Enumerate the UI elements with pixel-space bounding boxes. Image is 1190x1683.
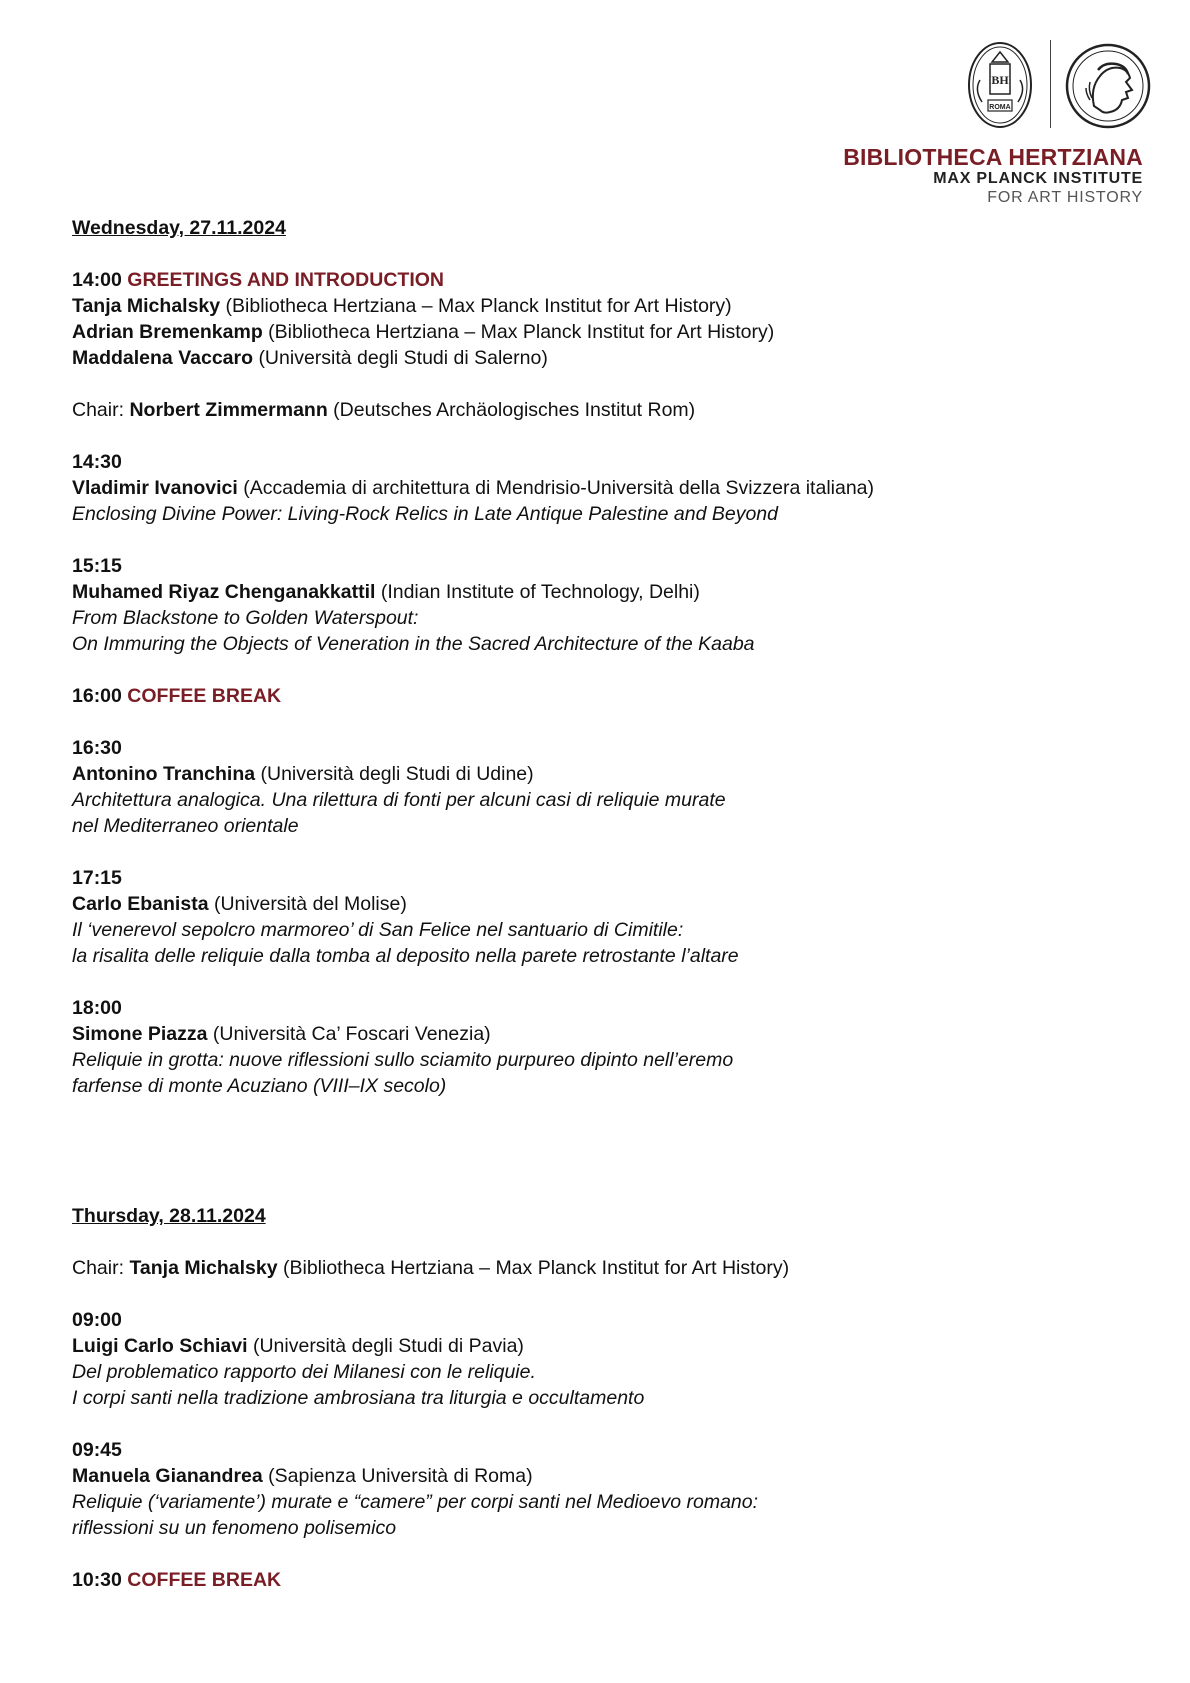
speaker-affiliation: (Università degli Studi di Pavia) <box>252 1335 524 1357</box>
speaker-line <box>72 319 1122 345</box>
talk <box>72 995 1122 1099</box>
institute-subtitle: MAX PLANCK INSTITUTE <box>933 170 1143 187</box>
speaker-name: Antonino Tranchina <box>72 763 256 785</box>
coffee-break <box>72 683 1122 709</box>
speaker-affiliation: (Bibliotheca Hertziana – Max Planck Institut for Art History) <box>268 321 775 343</box>
talk-time: 15:15 <box>72 555 122 577</box>
day-heading: Wednesday, 27.11.2024 <box>72 217 286 239</box>
speaker-affiliation: (Bibliotheca Hertziana – Max Planck Institut for Art History) <box>225 295 732 317</box>
speaker-name: Adrian Bremenkamp <box>72 321 263 343</box>
break-time: 10:30 <box>72 1569 122 1591</box>
speaker-affiliation: (Università Ca’ Foscari Venezia) <box>212 1023 491 1045</box>
talk-title: Reliquie in grotta: nuove riflessioni sullo sciamito purpureo dipinto nell’eremo <box>72 1049 734 1071</box>
chair-affiliation: (Bibliotheca Hertziana – Max Planck Institut for Art History) <box>283 1257 790 1279</box>
talk-time: 16:30 <box>72 737 122 759</box>
speaker-name: Simone Piazza <box>72 1023 208 1045</box>
logo-group <box>954 40 1144 132</box>
speaker-line <box>72 345 1122 371</box>
talk-time: 09:45 <box>72 1439 122 1461</box>
day-heading: Thursday, 28.11.2024 <box>72 1205 266 1227</box>
talk-title: Enclosing Divine Power: Living-Rock Relics in Late Antique Palestine and Beyond <box>72 503 778 525</box>
chair-label: Chair: <box>72 399 125 421</box>
break-label: COFFEE BREAK <box>127 685 282 707</box>
program-body <box>72 215 1122 1619</box>
bibliotheca-seal-logo <box>966 40 1034 130</box>
talk-title-cont: farfense di monte Acuziano (VIII–IX secolo) <box>72 1075 447 1097</box>
session-time: 14:00 <box>72 269 122 291</box>
minerva-logo <box>1064 42 1152 130</box>
speaker-line <box>72 293 1122 319</box>
coffee-break <box>72 1567 1122 1593</box>
talk <box>72 449 1122 527</box>
speaker-affiliation: (Sapienza Università di Roma) <box>268 1465 533 1487</box>
talk <box>72 553 1122 657</box>
talk-title-cont: nel Mediterraneo orientale <box>72 815 299 837</box>
break-time: 16:00 <box>72 685 122 707</box>
speaker-name: Vladimir Ivanovici <box>72 477 238 499</box>
talk-title-cont: riflessioni su un fenomeno polisemico <box>72 1517 397 1539</box>
chair-line <box>72 1255 1122 1281</box>
talk-title-cont: On Immuring the Objects of Veneration in the Sacred Architecture of the Kaaba <box>72 633 755 655</box>
svg-text:BH: BH <box>991 73 1009 87</box>
talk <box>72 1437 1122 1541</box>
talk <box>72 735 1122 839</box>
day-separator <box>72 1125 1122 1203</box>
speaker-name: Muhamed Riyaz Chenganakkattil <box>72 581 376 603</box>
speaker-name: Tanja Michalsky <box>72 295 221 317</box>
speaker-name: Luigi Carlo Schiavi <box>72 1335 248 1357</box>
talk-title: Del problematico rapporto dei Milanesi con le reliquie. <box>72 1361 536 1383</box>
break-label: COFFEE BREAK <box>127 1569 282 1591</box>
talk-time: 09:00 <box>72 1309 122 1331</box>
session-opening <box>72 267 1122 371</box>
speaker-name: Maddalena Vaccaro <box>72 347 254 369</box>
session-label: GREETINGS AND INTRODUCTION <box>127 269 444 291</box>
talk-time: 17:15 <box>72 867 122 889</box>
talk-time: 18:00 <box>72 997 122 1019</box>
talk-title-cont: I corpi santi nella tradizione ambrosiana tra liturgia e occultamento <box>72 1387 645 1409</box>
institute-name-block <box>843 144 1143 208</box>
talk-title: Architettura analogica. Una rilettura di fonti per alcuni casi di reliquie murate <box>72 789 726 811</box>
talk <box>72 1307 1122 1411</box>
speaker-affiliation: (Accademia di architettura di Mendrisio-Università della Svizzera italiana) <box>243 477 875 499</box>
chair-line <box>72 397 1122 423</box>
speaker-name: Manuela Gianandrea <box>72 1465 263 1487</box>
logo-divider <box>1050 40 1051 128</box>
speaker-affiliation: (Università del Molise) <box>213 893 407 915</box>
talk-title: Reliquie (‘variamente’) murate e “camere” per corpi santi nel Medioevo romano: <box>72 1491 759 1513</box>
svg-text:ROMA: ROMA <box>989 104 1011 111</box>
speaker-name: Carlo Ebanista <box>72 893 209 915</box>
talk-title: Il ‘venerevol sepolcro marmoreo’ di San Felice nel santuario di Cimitile: <box>72 919 684 941</box>
chair-name: Norbert Zimmermann <box>129 399 328 421</box>
speaker-affiliation: (Università degli Studi di Salerno) <box>258 347 548 369</box>
speaker-affiliation: (Indian Institute of Technology, Delhi) <box>380 581 700 603</box>
chair-name: Tanja Michalsky <box>129 1257 278 1279</box>
institute-tagline: FOR ART HISTORY <box>987 189 1143 206</box>
talk <box>72 865 1122 969</box>
speaker-affiliation: (Università degli Studi di Udine) <box>260 763 534 785</box>
talk-title: From Blackstone to Golden Waterspout: <box>72 607 419 629</box>
talk-title-cont: la risalita delle reliquie dalla tomba al deposito nella parete retrostante l’altare <box>72 945 739 967</box>
chair-label: Chair: <box>72 1257 125 1279</box>
institute-name: BIBLIOTHECA HERTZIANA <box>843 144 1143 170</box>
chair-affiliation: (Deutsches Archäologisches Institut Rom) <box>333 399 696 421</box>
talk-time: 14:30 <box>72 451 122 473</box>
